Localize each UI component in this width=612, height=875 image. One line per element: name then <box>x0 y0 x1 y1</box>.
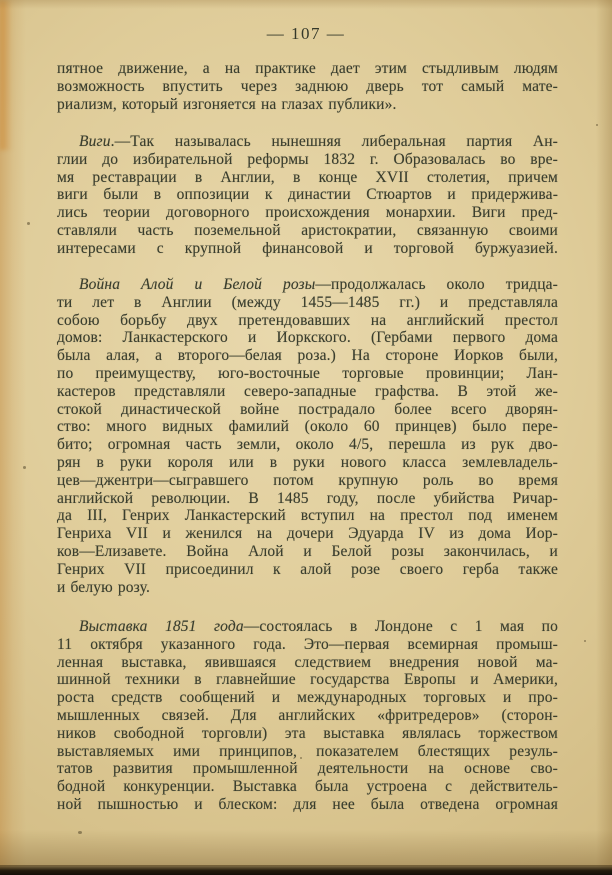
text-line: кастеров представляли северо-западные графства. В этой же- <box>57 382 558 400</box>
text-line: бодной конкуренции. Выставка была устроена с действитель- <box>57 778 558 796</box>
bottom-scan-edge <box>0 865 612 875</box>
text-line: рян в руки короля или в руки нового класса землевладель- <box>57 453 558 471</box>
text-line: цев—джентри—сыгравшего потом крупную роль во время <box>57 471 558 489</box>
text-line: татов развития промышленной деятельности на основе сво- <box>57 760 558 778</box>
text-line: ставляли часть поземельной аристократии, связанную своими <box>57 221 558 239</box>
scan-speck <box>596 124 598 126</box>
text-line: 11 октября указанного года. Это—первая всемирная промыш- <box>57 635 558 653</box>
text-line: ленная выставка, явившаяся следствием внедрения новой ма- <box>57 653 558 671</box>
paragraph-entry-whigs <box>57 133 558 258</box>
text-line: домов: Ланкастерского и Иоркского. (Гербами первого дома <box>57 329 558 347</box>
text-line: Война Алой и Белой розы—продолжалась около тридца- <box>79 276 558 293</box>
paragraph-continuation-materialism <box>57 60 558 113</box>
top-edge-shadow <box>0 0 612 9</box>
text-line: пятное движение, а на практике дает этим стыдливым людям <box>57 60 558 77</box>
text-line: и белую розу. <box>57 578 150 596</box>
text-line: бито; огромная часть земли, около 4/5, перешла из рук дво- <box>57 436 558 454</box>
top-left-edge-tint <box>0 0 12 150</box>
text-line: роста средств сообщений и международных торговых и про- <box>57 689 558 707</box>
text-line: интересами с крупной финансовой и торговой буржуазией. <box>57 239 558 257</box>
text-line: возможность впустить через заднюю дверь тот самый мате- <box>57 77 558 95</box>
scan-speck <box>584 640 586 642</box>
scan-speck <box>23 466 26 469</box>
text-line: была алая, а второго—белая роза.) На стороне Иорков были, <box>57 347 558 365</box>
text-line: глии до избирательной реформы 1832 г. Образовалась во вре- <box>57 150 558 168</box>
text-line: Виги.—Так называлась нынешняя либеральная партия Ан- <box>79 133 558 150</box>
text-line: ство: много видных фамилий (около 60 принцев) было пере- <box>57 418 558 436</box>
text-line: стокой династической войне пострадало более всего дворян- <box>57 400 558 418</box>
entry-headword: Виги <box>79 133 111 150</box>
text-line: Генриха VII и женился на дочери Эдуарда IV из дома Иор- <box>57 525 558 543</box>
text-line: собою борьбу двух претендовавших на английский престол <box>57 311 558 329</box>
text-line: ков—Елизавете. Война Алой и Белой розы закончилась, и <box>57 542 558 560</box>
text-line: виги были в оппозиции к династии Стюартов и придержива- <box>57 186 558 204</box>
left-edge-shadow <box>0 0 26 875</box>
text-line: мя реставрации в Англии, в конце XVII столетия, причем <box>57 168 558 186</box>
paragraph-entry-war-of-roses <box>57 276 558 596</box>
text-line: Генрих VII присоединил к алой розе своего герба также <box>57 560 558 578</box>
text-line: ников свободной торговли) эта выставка являлась торжеством <box>57 724 558 742</box>
text-line: английской революции. В 1485 году, после убийства Ричар- <box>57 489 558 507</box>
text-line: ной пышностью и блеском: для нее была отведена огромная <box>57 795 558 813</box>
bottom-curl-shadow <box>0 830 612 866</box>
page-number: — 107 — <box>266 24 346 43</box>
entry-headword: Война Алой и Белой розы <box>79 276 316 293</box>
text-line: шинной техники в главнейшие государства Европы и Америки, <box>57 671 558 689</box>
text-line: ти лет в Англии (между 1455—1485 гг.) и представляла <box>57 293 558 311</box>
text-line: мышленных связей. Для английских «фритредеров» (сторон- <box>57 706 558 724</box>
text-line: по преимуществу, юго-восточные торговые провинции; Лан- <box>57 364 558 382</box>
paragraph-entry-exhibition-1851 <box>57 618 558 814</box>
right-edge-shadow <box>596 0 612 875</box>
text-line: выставляемых ими принципов, показателем блестящих резуль- <box>57 742 558 760</box>
scan-speck <box>78 831 82 834</box>
text-line: Выставка 1851 года—состоялась в Лондоне с 1 мая по <box>79 618 558 635</box>
text-line: риализм, который изгоняется на глазах публики». <box>57 95 397 113</box>
text-line: да III, Генрих Ланкастерский вступил на престол под именем <box>57 507 558 525</box>
text-line: лись теории договорного происхождения монархии. Виги пред- <box>57 204 558 222</box>
scan-speck <box>27 222 30 225</box>
entry-headword: Выставка 1851 года <box>79 618 244 635</box>
